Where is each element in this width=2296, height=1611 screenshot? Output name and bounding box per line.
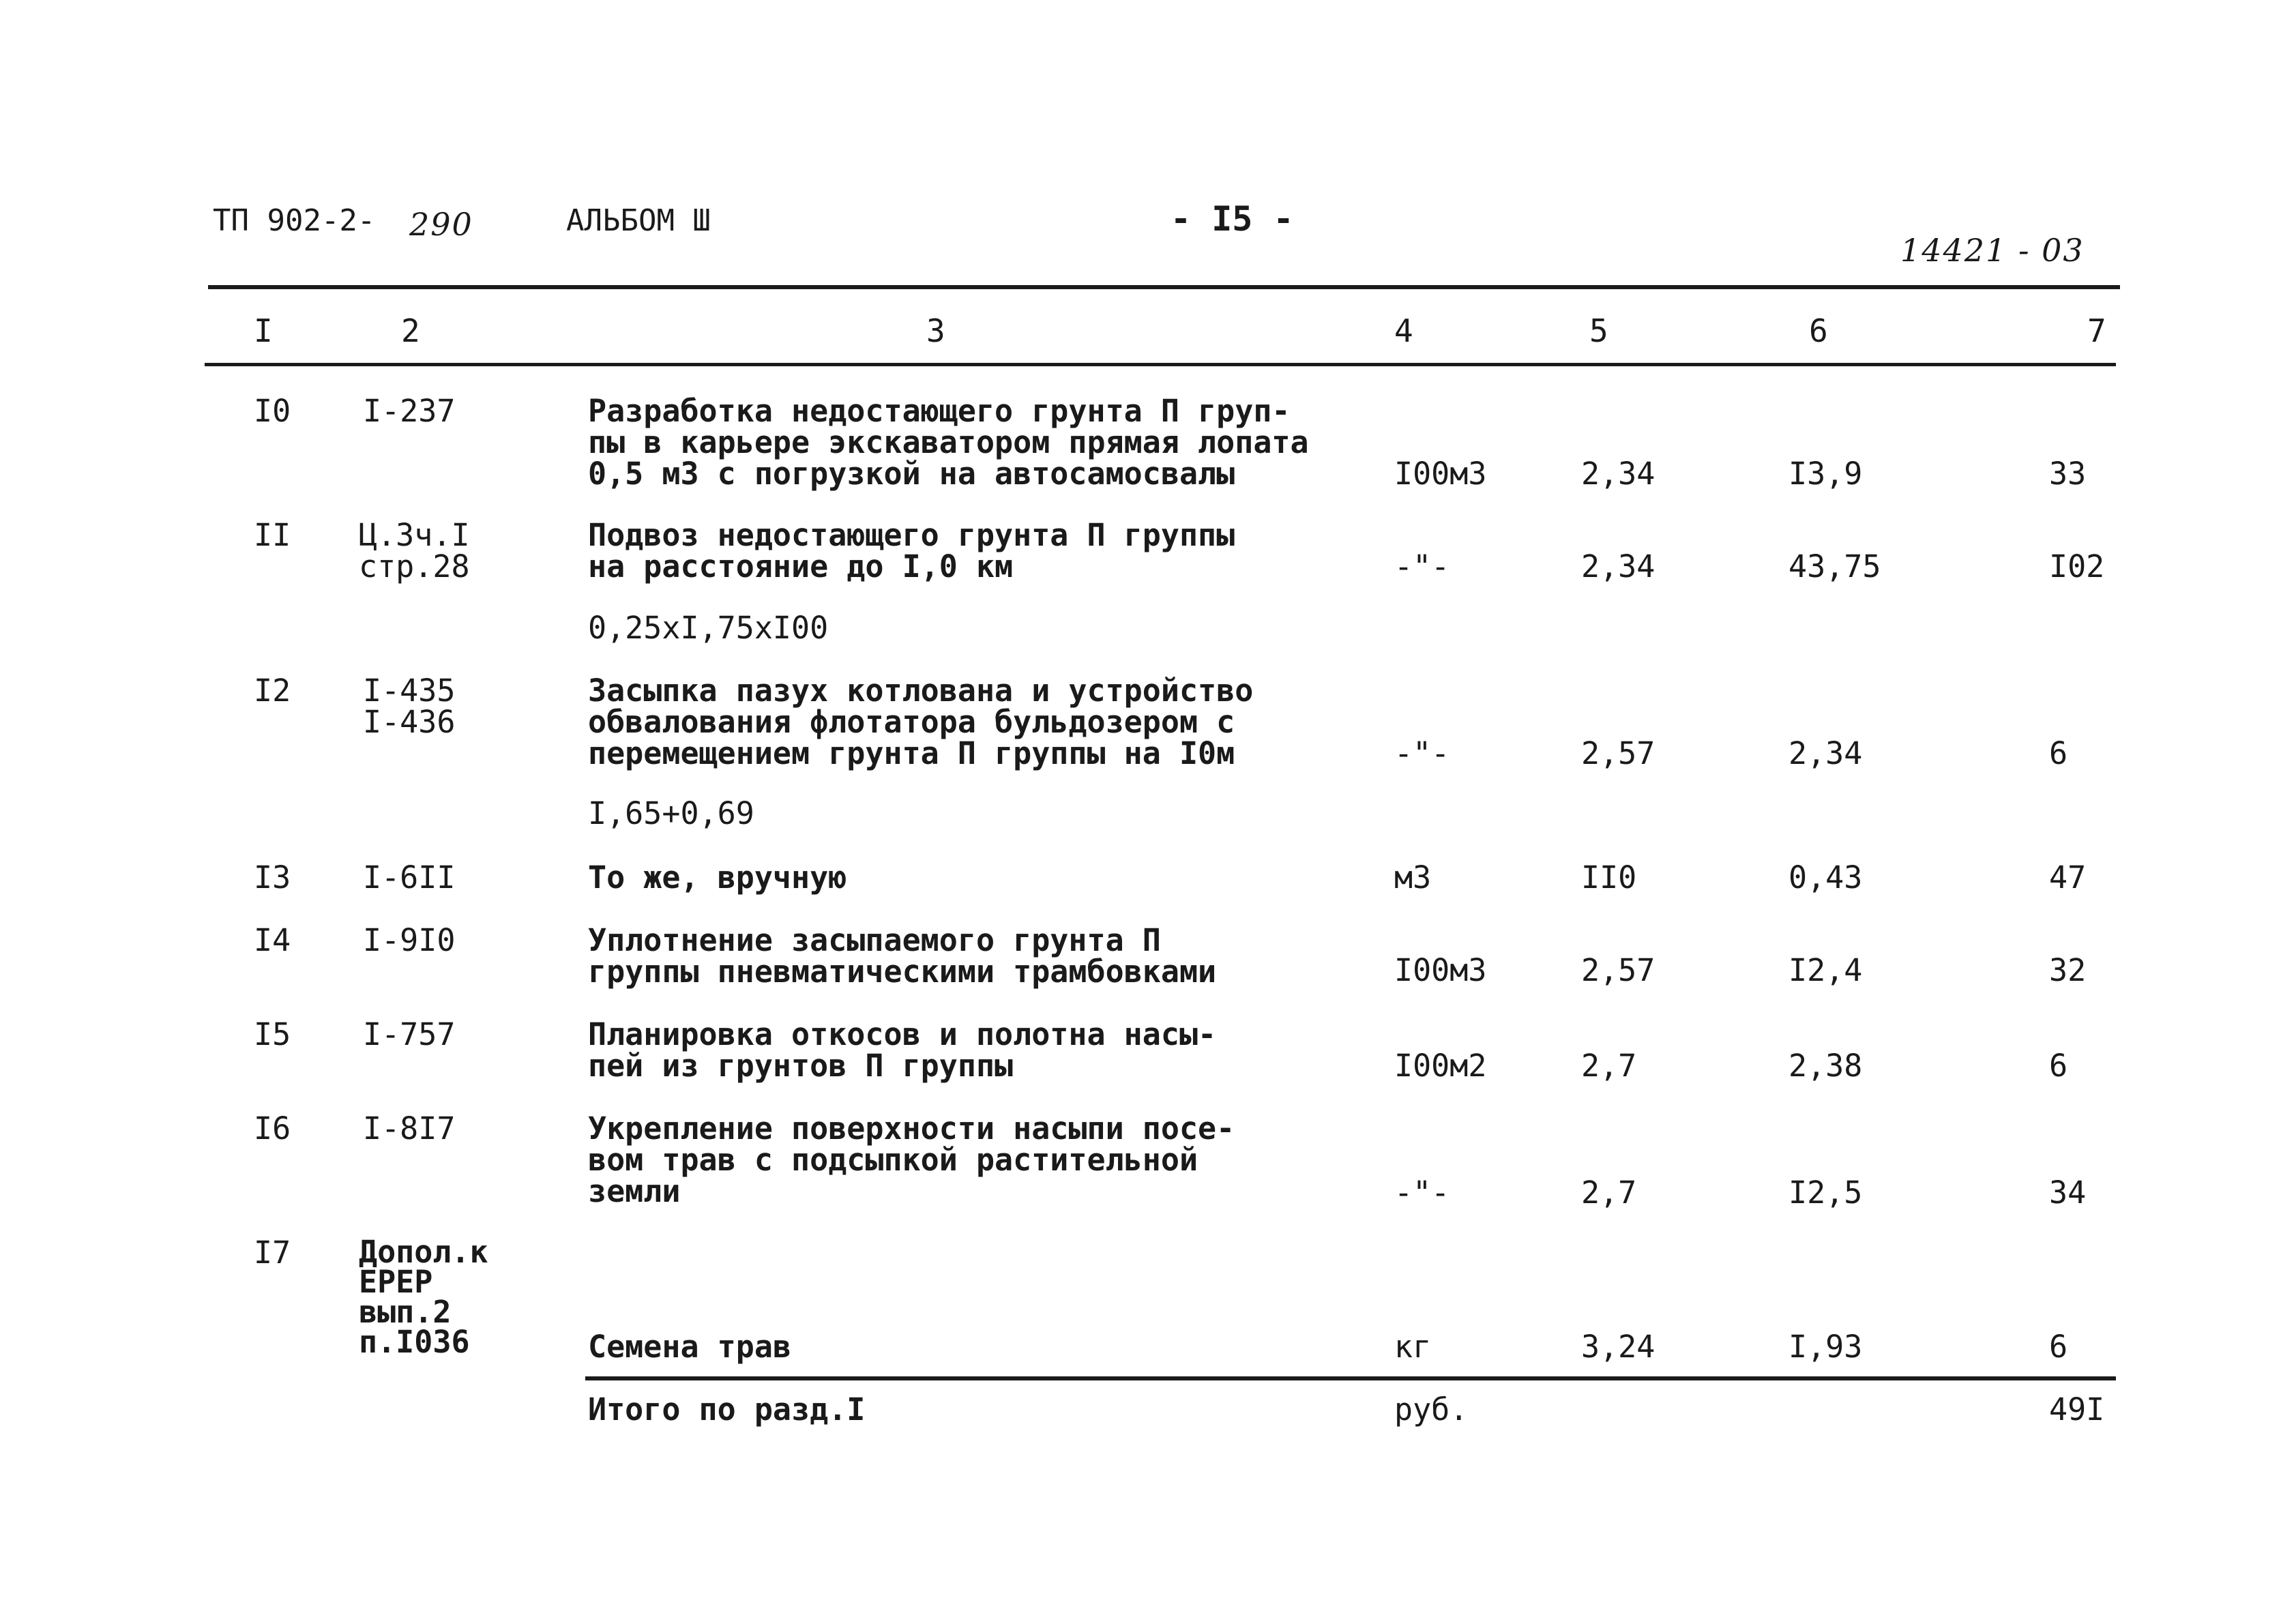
total-unit: руб.	[1394, 1391, 1469, 1428]
row-total: 6	[2049, 1048, 2068, 1084]
row-description: Планировка откосов и полотна насы- пей из грунтов П группы	[588, 1016, 1217, 1084]
column-header-5: 5	[1589, 312, 1608, 349]
row-number: I7	[254, 1235, 291, 1271]
column-header-6: 6	[1809, 312, 1828, 349]
row-code: I-6II	[363, 859, 456, 896]
row-number: II	[254, 517, 291, 553]
row-quantity: 3,24	[1581, 1329, 1655, 1365]
row-price: I,93	[1789, 1329, 1863, 1365]
row-code: Допол.к ЕРЕР вып.2 п.I036	[359, 1234, 488, 1360]
row-code: I-9I0	[363, 922, 456, 958]
row-price: I3,9	[1789, 456, 1863, 492]
row-unit: -"-	[1394, 1174, 1450, 1211]
row-code: I-757	[363, 1016, 456, 1052]
total-rule	[585, 1376, 2116, 1380]
row-total: 6	[2049, 1329, 2068, 1365]
row-description: То же, вручную	[588, 859, 847, 896]
row-unit: кг	[1394, 1329, 1432, 1365]
row-quantity: 2,34	[1581, 456, 1655, 492]
top-rule	[208, 285, 2120, 289]
row-number: I3	[254, 859, 291, 896]
row-description: Семена трав	[588, 1329, 792, 1365]
row-description: Укрепление поверхности насыпи посе- вом трав с подсыпкой растительной земли	[588, 1110, 1235, 1209]
row-quantity: 2,57	[1581, 952, 1655, 988]
row-unit: -"-	[1394, 735, 1450, 771]
row-price: 43,75	[1789, 548, 1881, 585]
row-total: 33	[2049, 456, 2087, 492]
row-code: I-435 I-436	[363, 673, 456, 740]
project-code-handwritten: 290	[409, 206, 473, 243]
row-description: Разработка недостающего грунта П груп- пы в карьере экскаватором прямая лопата 0,5 м3 с погрузкой на автосамосвалы	[588, 393, 1309, 492]
column-header-1: I	[254, 312, 273, 349]
column-header-7: 7	[2087, 312, 2106, 349]
row-number: I6	[254, 1110, 291, 1147]
row-total: 32	[2049, 952, 2087, 988]
row-quantity: 2,7	[1581, 1048, 1637, 1084]
page-number: - I5 -	[1171, 199, 1294, 239]
header-bottom-rule	[205, 363, 2116, 366]
row-unit: -"-	[1394, 548, 1450, 585]
row-unit: м3	[1394, 859, 1432, 896]
total-label: Итого по разд.I	[588, 1391, 866, 1428]
row-description: Уплотнение засыпаемого грунта П группы пневматическими трамбовками	[588, 922, 1217, 990]
row-formula: I,65+0,69	[588, 795, 754, 831]
column-header-2: 2	[401, 312, 420, 349]
row-number: I5	[254, 1016, 291, 1052]
project-code: ТП 902-2-	[213, 203, 376, 238]
row-description: Подвоз недостающего грунта П группы на расстояние до I,0 км	[588, 517, 1235, 585]
row-formula: 0,25хI,75хI00	[588, 610, 829, 646]
row-number: I0	[254, 393, 291, 429]
row-quantity: 2,57	[1581, 735, 1655, 771]
row-unit: I00м2	[1394, 1048, 1487, 1084]
row-unit: I00м3	[1394, 952, 1487, 988]
row-total: 34	[2049, 1174, 2087, 1211]
row-price: 2,34	[1789, 735, 1863, 771]
row-quantity: 2,7	[1581, 1174, 1637, 1211]
row-price: I2,5	[1789, 1174, 1863, 1211]
row-price: 0,43	[1789, 859, 1863, 896]
column-header-3: 3	[926, 312, 945, 349]
row-quantity: II0	[1581, 859, 1637, 896]
row-number: I4	[254, 922, 291, 958]
row-total: I02	[2049, 548, 2105, 585]
row-price: 2,38	[1789, 1048, 1863, 1084]
row-code: I-237	[363, 393, 456, 429]
row-code: Ц.3ч.I стр.28	[359, 517, 470, 585]
row-description: Засыпка пазух котлована и устройство обвалования флотатора бульдозером с перемещением грунта П группы на I0м	[588, 673, 1254, 771]
row-unit: I00м3	[1394, 456, 1487, 492]
column-header-4: 4	[1394, 312, 1413, 349]
row-total: 6	[2049, 735, 2068, 771]
row-quantity: 2,34	[1581, 548, 1655, 585]
document-number-handwritten: 14421 - 03	[1900, 232, 2085, 269]
row-price: I2,4	[1789, 952, 1863, 988]
row-code: I-8I7	[363, 1110, 456, 1147]
row-total: 47	[2049, 859, 2087, 896]
total-value: 49I	[2049, 1391, 2105, 1428]
album-label: АЛЬБОМ Ш	[566, 203, 711, 238]
row-number: I2	[254, 673, 291, 709]
